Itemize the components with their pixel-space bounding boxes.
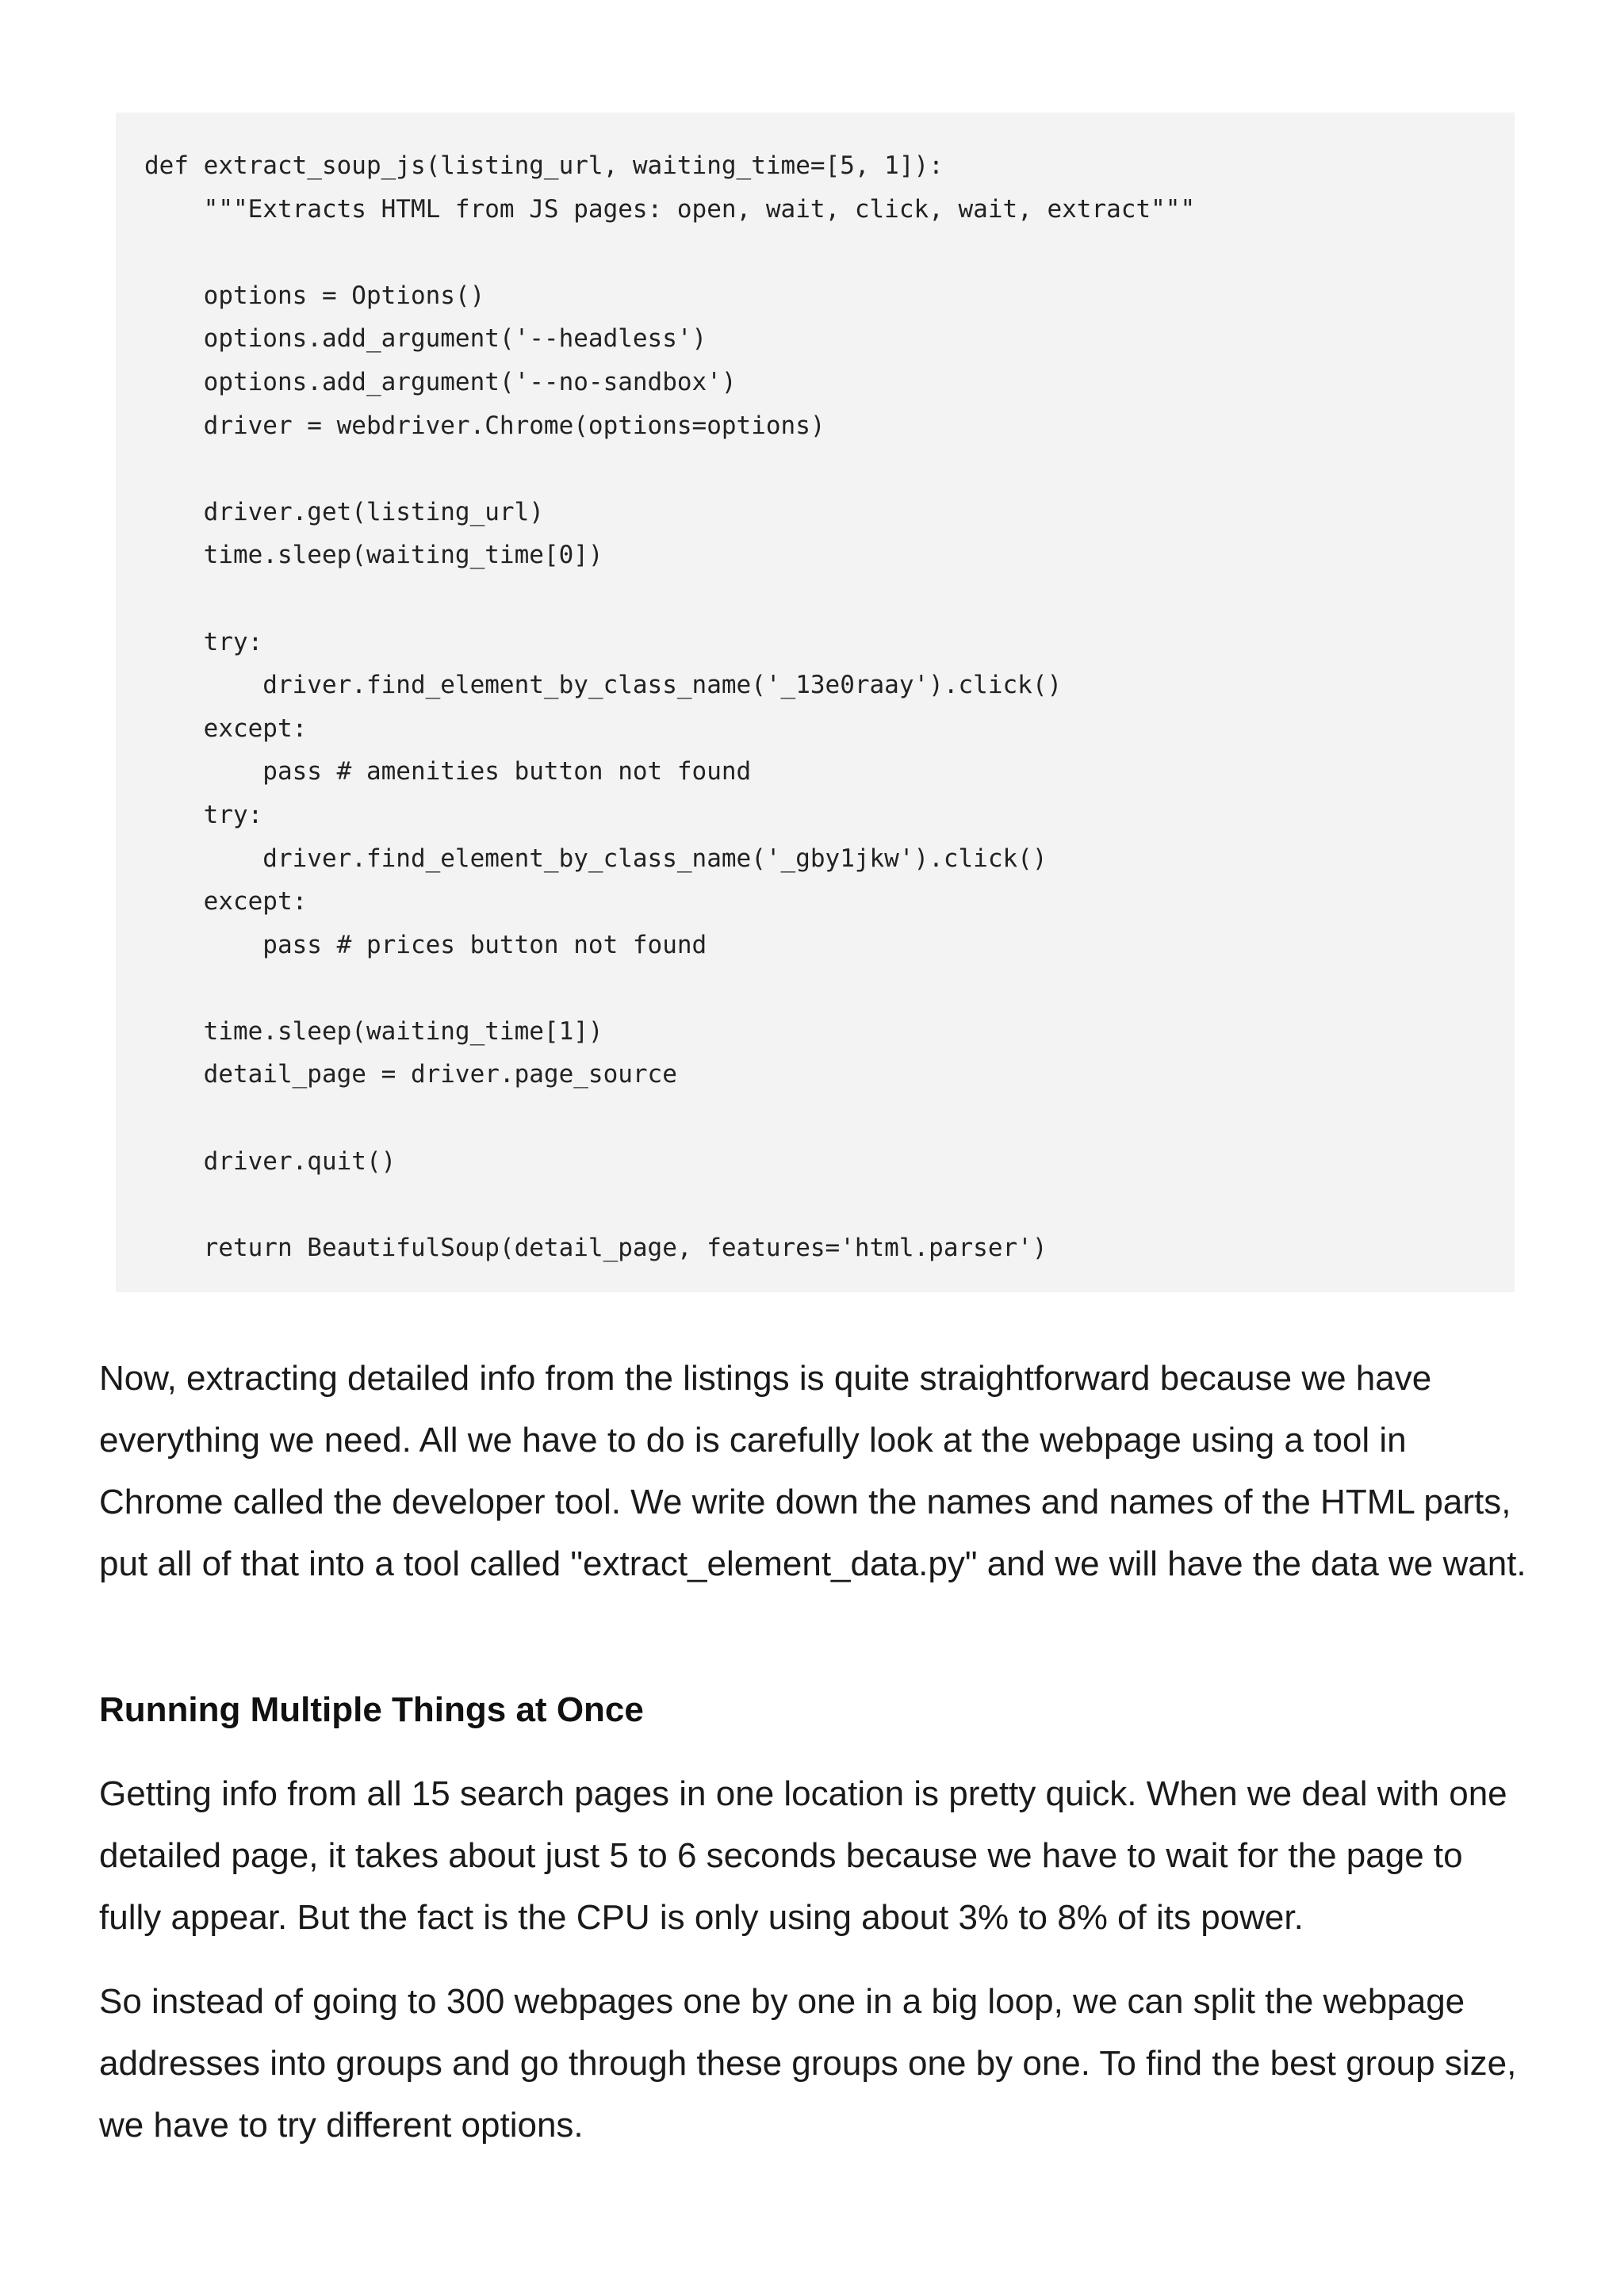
code-line: driver.quit() <box>144 1146 396 1176</box>
code-line <box>144 1096 1486 1140</box>
body-paragraph: Getting info from all 15 search pages in one location is pretty quick. When we deal with one detailed page, it takes about just 5 to 6 seconds because we have to wait for the page to fully appear. But the fact is the CPU is only using about 3% to 8% of its power. <box>99 1774 1507 1937</box>
code-line <box>144 1183 1486 1226</box>
code-line: pass # amenities button not found <box>144 757 752 786</box>
code-line: time.sleep(waiting_time[1]) <box>144 1016 603 1046</box>
section-heading: Running Multiple Things at Once <box>99 1690 644 1729</box>
code-line: try: <box>144 800 263 829</box>
code-line: """Extracts HTML from JS pages: open, wait, click, wait, extract""" <box>144 194 1196 224</box>
code-line: options.add_argument('--headless') <box>144 324 707 354</box>
code-line: driver.find_element_by_class_name('_13e0raay').click() <box>144 671 1063 700</box>
code-line: options.add_argument('--no-sandbox') <box>144 367 737 396</box>
code-line: options = Options() <box>144 281 485 310</box>
code-line: except: <box>144 714 308 743</box>
code-line <box>144 231 1486 274</box>
body-paragraph: So instead of going to 300 webpages one by one in a big loop, we can split the webpage addresses into groups and go through these groups one by one. To find the best group size, we have to try different options. <box>99 1982 1517 2145</box>
code-line <box>144 577 1486 621</box>
code-line: return BeautifulSoup(detail_page, features='html.parser') <box>144 1233 1048 1262</box>
code-line: pass # prices button not found <box>144 930 707 959</box>
code-line: try: <box>144 627 263 656</box>
body-paragraph: Now, extracting detailed info from the listings is quite straightforward because we have everything we need. All we have to do is carefully look at the webpage using a tool in Chrome called the developer tool. We write down the names and names of the HTML parts, put all of that into a tool called "extract_element_data.py" and we will have the data we want. <box>99 1359 1526 1583</box>
code-line <box>144 447 1486 491</box>
code-line: time.sleep(waiting_time[0]) <box>144 541 603 570</box>
code-line <box>144 966 1486 1010</box>
code-line: def extract_soup_js(listing_url, waiting_time=[5, 1]): <box>144 151 944 180</box>
code-line: driver.find_element_by_class_name('_gby1jkw').click() <box>144 844 1048 873</box>
code-line: detail_page = driver.page_source <box>144 1060 677 1089</box>
code-line: driver.get(listing_url) <box>144 497 544 526</box>
code-block <box>116 113 1515 1292</box>
code-line: driver = webdriver.Chrome(options=options) <box>144 411 825 440</box>
code-line: except: <box>144 887 308 916</box>
